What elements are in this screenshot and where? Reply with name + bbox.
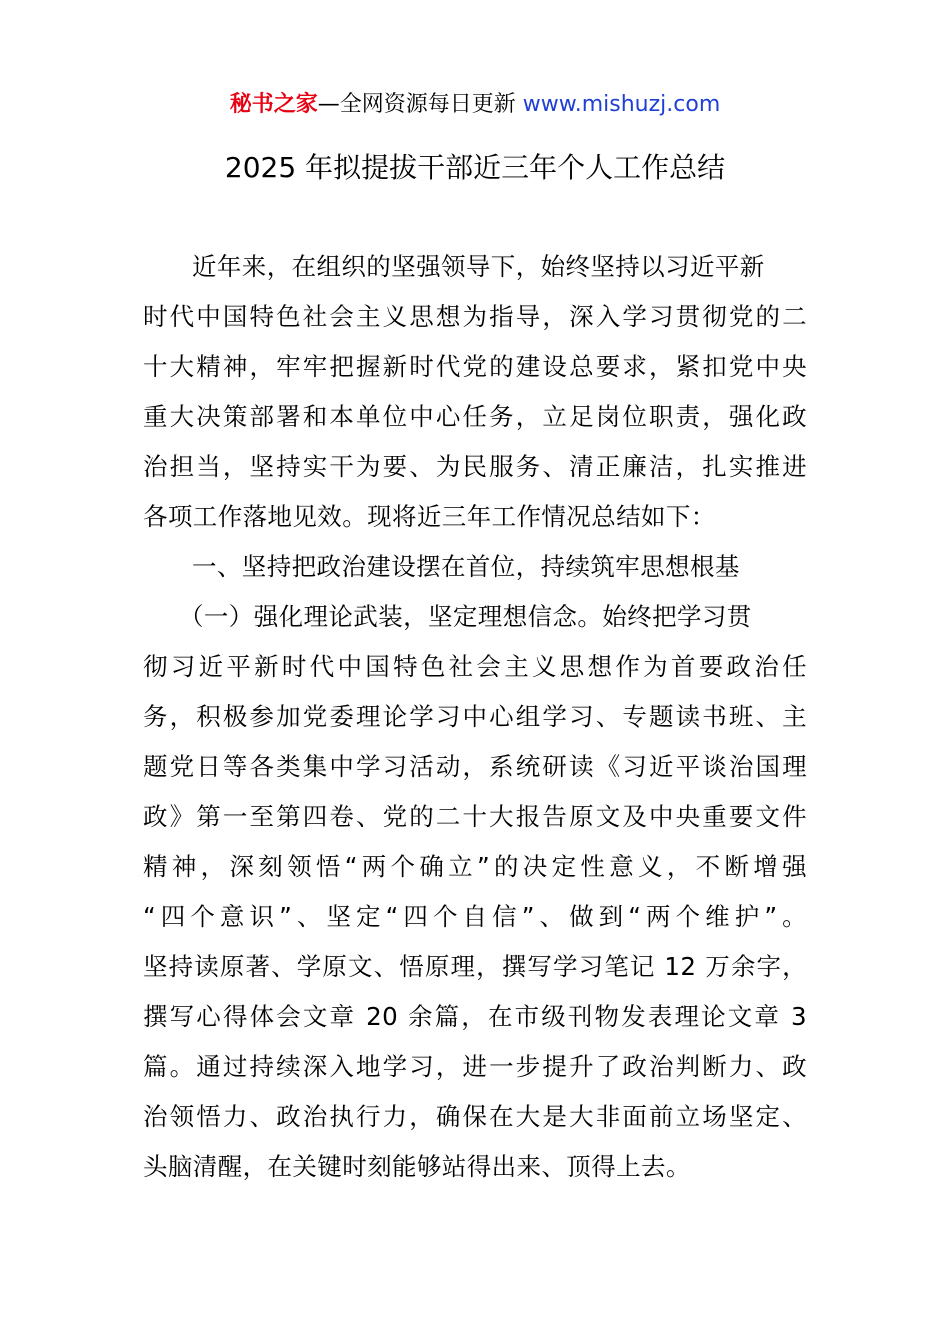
paragraph-line: 题党日等各类集中学习活动，系统研读《习近平谈治国理 — [143, 752, 807, 781]
site-header — [0, 88, 950, 122]
header-tagline: —全网资源每日更新 — [317, 92, 523, 117]
paragraph-line: 头脑清醒，在关键时刻能够站得出来、顶得上去。 — [143, 1152, 691, 1181]
paragraph-line: 精神，深刻领悟“两个确立”的决定性意义，不断增强 — [143, 852, 807, 881]
paragraph-line: “四个意识”、坚定“四个自信”、做到“两个维护”。 — [143, 902, 807, 931]
paragraph-line: 篇。通过持续深入地学习，进一步提升了政治判断力、政 — [143, 1052, 807, 1081]
site-url-link[interactable]: www.mishuzj.com — [522, 92, 721, 117]
paragraph-line: 政》第一至第四卷、党的二十大报告原文及中央重要文件 — [143, 802, 807, 831]
document-title: 2025 年拟提拔干部近三年个人工作总结 — [224, 151, 726, 184]
paragraph-line: 各项工作落地见效。现将近三年工作情况总结如下： — [143, 502, 716, 531]
paragraph-line: 近年来，在组织的坚强领导下，始终坚持以习近平新 — [192, 252, 765, 281]
paragraph-line: 务，积极参加党委理论学习中心组学习、专题读书班、主 — [143, 702, 807, 731]
paragraph-line: 撰写心得体会文章 20 余篇，在市级刊物发表理论文章 3 — [143, 1002, 807, 1031]
paragraph-line: 治领悟力、政治执行力，确保在大是大非面前立场坚定、 — [143, 1102, 807, 1131]
document-body — [143, 242, 807, 1192]
paragraph-line: 治担当，坚持实干为要、为民服务、清正廉洁，扎实推进 — [143, 452, 807, 481]
brand-name: 秘书之家 — [229, 92, 318, 117]
paragraph-line: 十大精神，牢牢把握新时代党的建设总要求，紧扣党中央 — [143, 352, 807, 381]
subsection-heading-line: （一）强化理论武装，坚定理想信念。始终把学习贯 — [179, 602, 752, 631]
paragraph-line: 彻习近平新时代中国特色社会主义思想作为首要政治任 — [143, 652, 807, 681]
paragraph-line: 坚持读原著、学原文、悟原理，撰写学习笔记 12 万余字， — [143, 952, 807, 981]
paragraph-line: 重大决策部署和本单位中心任务，立足岗位职责，强化政 — [143, 402, 807, 431]
section-heading: 一、坚持把政治建设摆在首位，持续筑牢思想根基 — [192, 552, 740, 581]
paragraph-line: 时代中国特色社会主义思想为指导，深入学习贯彻党的二 — [143, 302, 807, 331]
